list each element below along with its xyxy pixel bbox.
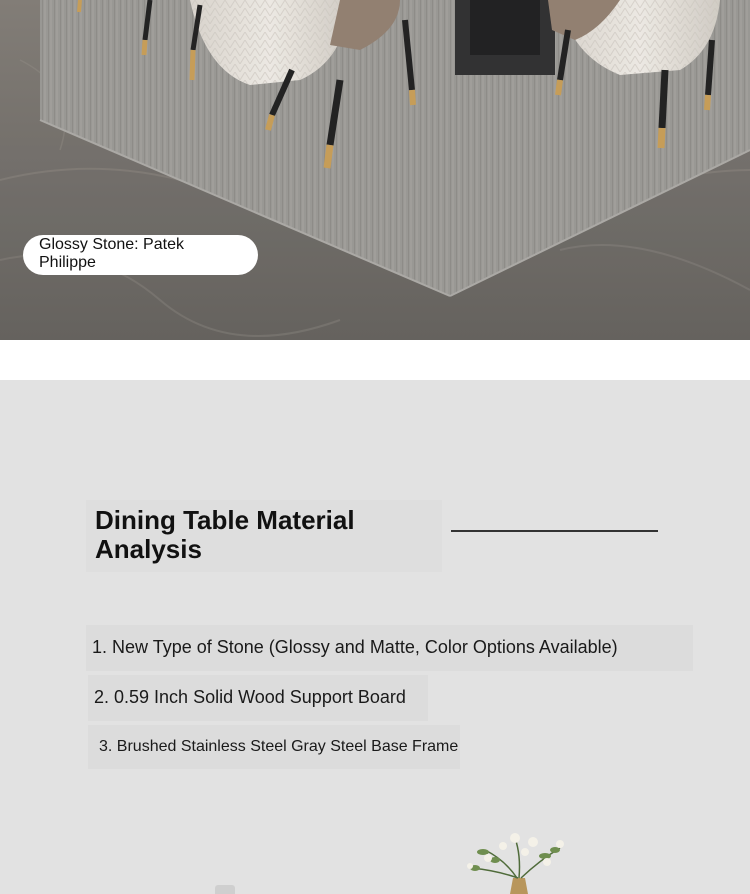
dining-set-photo xyxy=(0,0,750,340)
feature-item-support-board: 2. 0.59 Inch Solid Wood Support Board xyxy=(94,687,406,707)
feature-item-stone: 1. New Type of Stone (Glossy and Matte, Color Options Available) xyxy=(92,637,618,657)
flower-vase-image xyxy=(455,830,585,894)
title-divider-line xyxy=(451,530,658,532)
stone-type-text: Glossy Stone: Patek Philippe xyxy=(39,236,184,271)
section-divider xyxy=(0,340,750,380)
stone-type-label xyxy=(23,235,258,275)
dining-room-illustration xyxy=(0,0,750,340)
material-analysis-section xyxy=(0,380,750,894)
decor-object xyxy=(215,885,235,894)
feature-item-base-frame: 3. Brushed Stainless Steel Gray Steel Base Frame xyxy=(99,738,459,755)
section-title: Dining Table Material Analysis xyxy=(95,505,355,564)
